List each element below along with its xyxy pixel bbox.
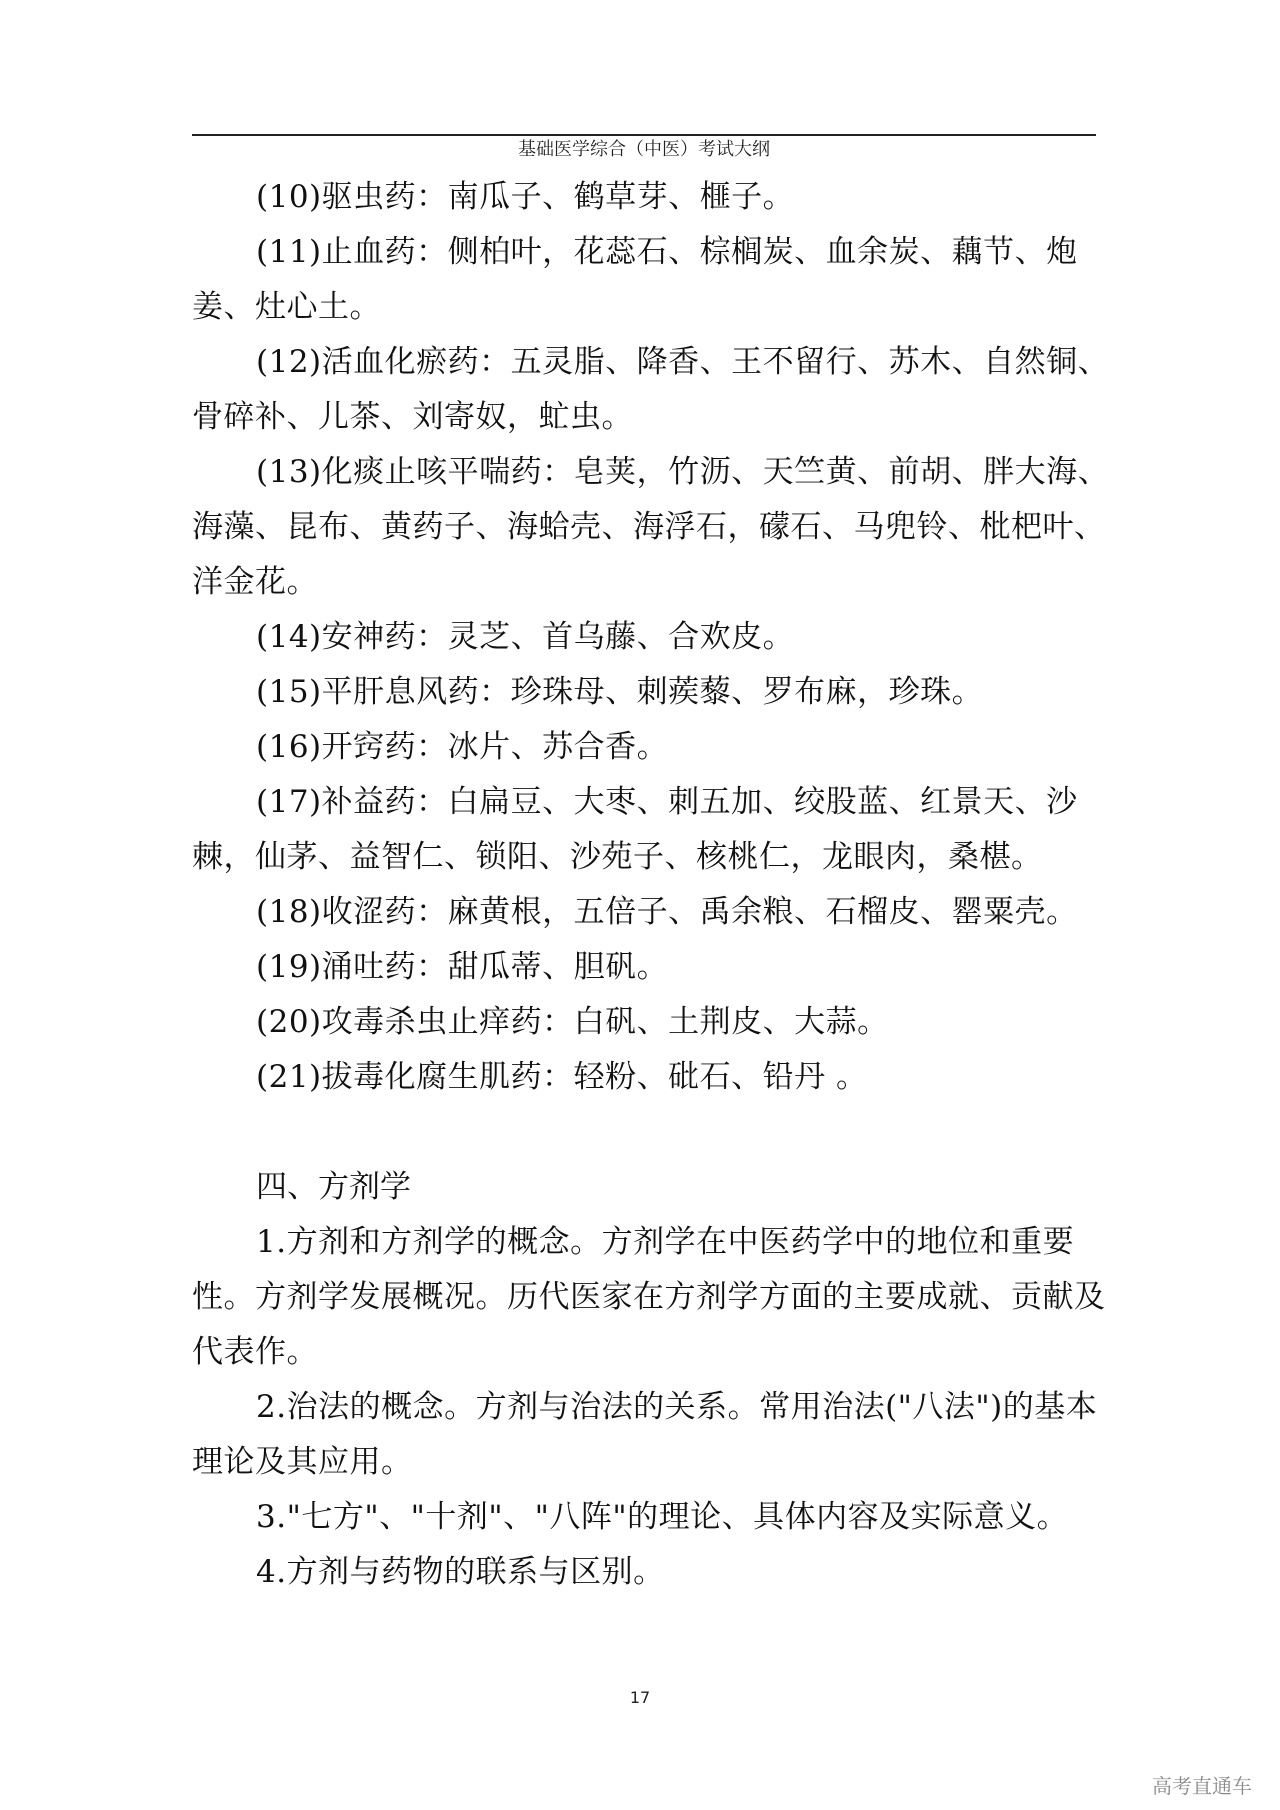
item-18: (18)收涩药：麻黄根，五倍子、禹余粮、石榴皮、罂粟壳。	[256, 894, 1078, 930]
item-11: (11)止血药：侧柏叶，花蕊石、棕榈炭、血余炭、藕节、炮姜、灶心土。	[192, 234, 1078, 325]
item-14: (14)安神药：灵芝、首乌藤、合欢皮。	[256, 619, 795, 655]
section-point-2: 2.治法的概念。方剂与治法的关系。常用治法("八法")的基本理论及其应用。	[192, 1389, 1098, 1480]
item-10: (10)驱虫药：南瓜子、鹤草芽、榧子。	[256, 179, 795, 215]
header-title: 基础医学综合（中医）考试大纲	[518, 139, 770, 160]
item-17: (17)补益药：白扁豆、大枣、刺五加、绞股蓝、红景天、沙棘，仙茅、益智仁、锁阳、沙苑子、核桃仁，龙眼肉，桑椹。	[192, 784, 1078, 875]
page-number: 17	[629, 1688, 651, 1707]
section-point-3: 3."七方"、"十剂"、"八阵"的理论、具体内容及实际意义。	[256, 1499, 1069, 1535]
document-body	[192, 170, 1112, 1600]
section-point-4: 4.方剂与药物的联系与区别。	[256, 1554, 665, 1590]
item-20: (20)攻毒杀虫止痒药：白矾、土荆皮、大蒜。	[256, 1004, 889, 1040]
item-12: (12)活血化瘀药：五灵脂、降香、王不留行、苏木、自然铜、骨碎补、儿茶、刘寄奴，虻虫。	[192, 344, 1110, 435]
item-21: (21)拔毒化腐生肌药：轻粉、砒石、铅丹 。	[256, 1059, 868, 1095]
section-title: 四、方剂学	[256, 1169, 411, 1205]
item-16: (16)开窍药：冰片、苏合香。	[256, 729, 669, 765]
item-15: (15)平肝息风药：珍珠母、刺蒺藜、罗布麻，珍珠。	[256, 674, 984, 710]
header-rule	[192, 134, 1096, 136]
section-point-1: 1.方剂和方剂学的概念。方剂学在中医药学中的地位和重要性。方剂学发展概况。历代医家在方剂学方面的主要成就、贡献及代表作。	[192, 1224, 1106, 1370]
section-gap	[192, 1105, 1112, 1160]
watermark: 高考直通车	[1152, 1774, 1252, 1798]
item-19: (19)涌吐药：甜瓜蒂、胆矾。	[256, 949, 669, 985]
item-13: (13)化痰止咳平喘药：皂荚，竹沥、天竺黄、前胡、胖大海、海藻、昆布、黄药子、海蛤壳、海浮石，礞石、马兜铃、枇杷叶、洋金花。	[192, 454, 1110, 600]
